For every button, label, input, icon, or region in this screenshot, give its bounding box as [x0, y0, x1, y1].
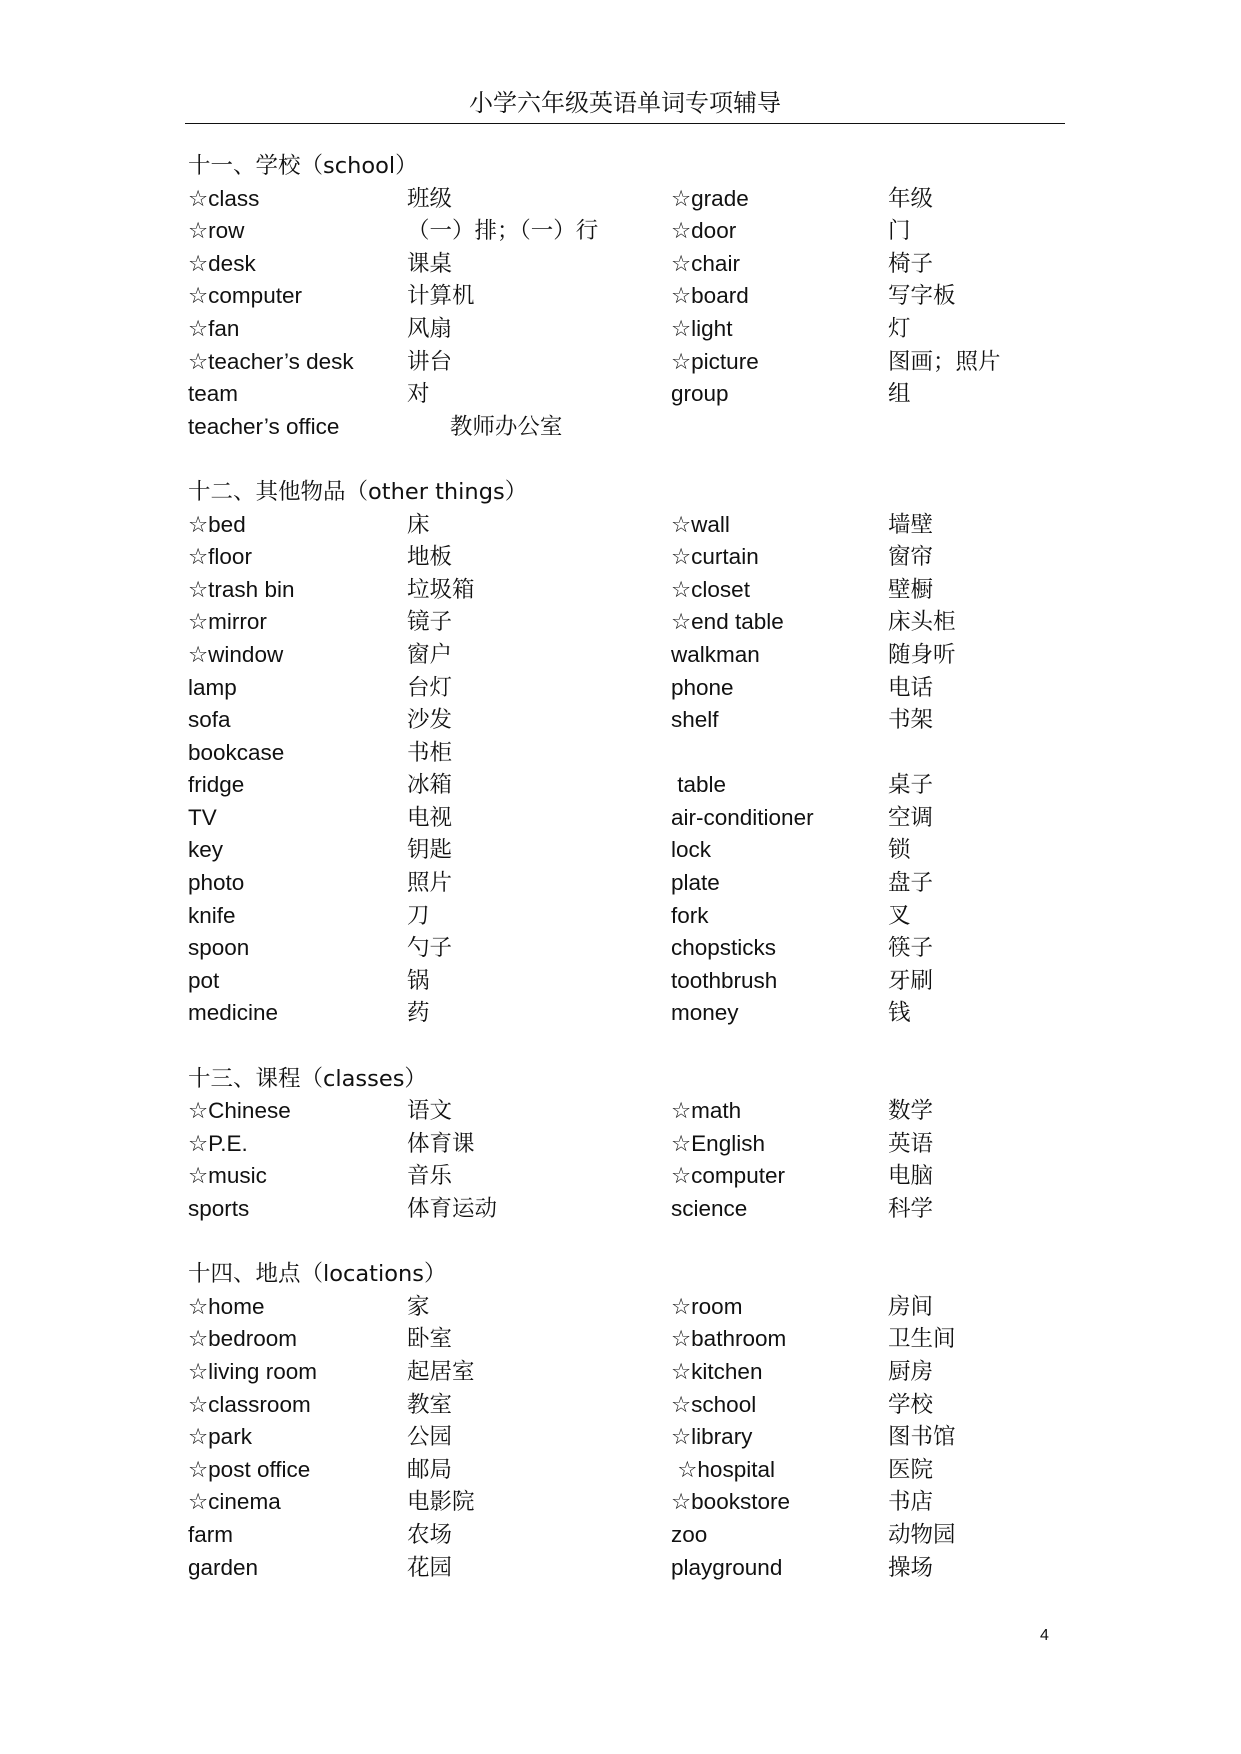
chinese-meaning: 学校 [888, 1391, 934, 1418]
vocab-row [188, 248, 1068, 281]
english-word: ☆desk [188, 250, 256, 276]
chinese-meaning: 电影院 [407, 1489, 475, 1516]
english-word: ☆park [188, 1424, 252, 1450]
vocab-row [188, 541, 1068, 574]
english-word: ☆end table [671, 609, 784, 635]
english-word: walkman [671, 641, 760, 667]
english-word: TV [188, 804, 217, 830]
chinese-meaning: 台灯 [407, 674, 453, 701]
english-word: ☆school [671, 1391, 757, 1417]
vocab-row [188, 509, 1068, 542]
chinese-meaning: 牙刷 [888, 967, 934, 994]
chinese-meaning: 体育课 [407, 1130, 475, 1157]
chinese-meaning: 壁橱 [888, 576, 934, 603]
chinese-meaning: 图画；照片 [888, 348, 1001, 375]
chinese-meaning: 桌子 [888, 772, 934, 799]
chinese-meaning: 书柜 [407, 739, 453, 766]
english-word: fridge [188, 772, 245, 798]
english-word: ☆bookstore [671, 1489, 790, 1515]
english-word: sofa [188, 707, 231, 733]
chinese-meaning: 垃圾箱 [407, 576, 475, 603]
english-word: sports [188, 1196, 250, 1221]
chinese-meaning: 讲台 [407, 348, 453, 375]
chinese-meaning: 年级 [888, 185, 934, 212]
vocab-row [188, 215, 1068, 248]
english-word: ☆bathroom [671, 1326, 787, 1352]
english-word: medicine [188, 1000, 279, 1026]
english-word: money [671, 1000, 739, 1026]
english-word: ☆chair [671, 250, 740, 276]
english-word: ☆bed [188, 511, 246, 537]
english-word: ☆library [671, 1424, 753, 1450]
chinese-meaning: 科学 [888, 1196, 934, 1222]
vocab-section [188, 1063, 1068, 1226]
section-title: 十一、学校（school） [188, 153, 418, 179]
chinese-meaning: 镜子 [407, 609, 453, 636]
english-word: ☆board [671, 283, 749, 309]
english-word: ☆hospital [671, 1456, 775, 1482]
english-word: farm [188, 1521, 233, 1547]
vocab-row [188, 802, 1068, 835]
chinese-meaning: 随身听 [888, 641, 956, 668]
chinese-meaning: 家 [407, 1293, 430, 1320]
english-word: teacher’s office [188, 413, 340, 439]
vocab-row [188, 1454, 1068, 1487]
chinese-meaning: 英语 [888, 1130, 934, 1157]
english-word: ☆mirror [188, 609, 267, 635]
english-word: ☆grade [671, 185, 749, 211]
header-rule [185, 123, 1065, 124]
english-word: knife [188, 902, 236, 928]
chinese-meaning: 灯 [888, 315, 911, 342]
chinese-meaning: 书店 [888, 1489, 934, 1516]
chinese-meaning: 锁 [888, 837, 911, 864]
chinese-meaning: 照片 [407, 870, 453, 897]
english-word: ☆math [671, 1098, 742, 1124]
chinese-meaning: 锅 [407, 967, 430, 994]
chinese-meaning: 卧室 [407, 1326, 453, 1353]
chinese-meaning: 图书馆 [888, 1424, 956, 1451]
english-word: ☆home [188, 1293, 265, 1319]
page-number: 4 [1040, 1627, 1049, 1644]
chinese-meaning: 组 [888, 381, 911, 408]
english-word: ☆row [188, 218, 245, 244]
chinese-meaning: 电视 [407, 804, 453, 831]
chinese-meaning: 语文 [407, 1098, 453, 1125]
english-word: ☆English [671, 1130, 765, 1156]
chinese-meaning: 沙发 [407, 707, 453, 734]
english-word: ☆wall [671, 511, 730, 537]
english-word: key [188, 837, 224, 863]
english-word: ☆picture [671, 348, 759, 374]
vocab-row [188, 1160, 1068, 1193]
chinese-meaning: 写字板 [888, 283, 956, 310]
english-word: team [188, 381, 239, 407]
vocab-row [188, 1519, 1068, 1552]
chinese-meaning: 教师办公室 [407, 413, 563, 440]
chinese-meaning: 医院 [888, 1456, 934, 1483]
english-word: ☆cinema [188, 1489, 281, 1515]
english-word: fork [671, 902, 709, 928]
vocab-row [188, 1291, 1068, 1324]
chinese-meaning: 药 [407, 1000, 430, 1027]
english-word: ☆room [671, 1293, 743, 1319]
english-word: lock [671, 837, 712, 863]
english-word: garden [188, 1554, 259, 1580]
chinese-meaning: 筷子 [888, 935, 934, 962]
vocab-row [188, 1356, 1068, 1389]
chinese-meaning: 计算机 [407, 283, 475, 310]
english-word: table [671, 772, 727, 798]
english-word: ☆closet [671, 576, 750, 602]
english-word: toothbrush [671, 967, 778, 993]
chinese-meaning: 班级 [407, 185, 453, 212]
vocab-row [188, 1421, 1068, 1454]
vocab-row [188, 378, 1068, 411]
vocab-row [188, 900, 1068, 933]
chinese-meaning: 对 [407, 381, 430, 408]
english-word: ☆trash bin [188, 576, 295, 602]
chinese-meaning: （一）排；（一）行 [407, 218, 599, 245]
english-word: ☆window [188, 641, 284, 667]
english-word: ☆floor [188, 544, 252, 570]
vocab-row [188, 769, 1068, 802]
chinese-meaning: 花园 [407, 1554, 453, 1581]
english-word: photo [188, 870, 245, 896]
chinese-meaning: 窗帘 [888, 544, 934, 571]
english-word: science [671, 1196, 748, 1221]
chinese-meaning: 床头柜 [888, 609, 956, 636]
vocab-row [188, 1128, 1068, 1161]
chinese-meaning: 床 [407, 511, 430, 538]
chinese-meaning: 房间 [888, 1293, 934, 1320]
english-word: bookcase [188, 739, 285, 765]
chinese-meaning: 椅子 [888, 250, 934, 277]
vocab-section [188, 476, 1068, 1030]
english-word: group [671, 381, 729, 407]
english-word: ☆music [188, 1163, 267, 1189]
vocab-row [188, 411, 1068, 444]
chinese-meaning: 盘子 [888, 870, 934, 897]
chinese-meaning: 冰箱 [407, 772, 453, 799]
vocab-row [188, 606, 1068, 639]
section-title: 十四、地点（locations） [188, 1261, 447, 1288]
chinese-meaning: 墙壁 [888, 511, 934, 538]
english-word: air-conditioner [671, 804, 814, 830]
chinese-meaning: 公园 [407, 1424, 453, 1451]
vocab-row [188, 1323, 1068, 1356]
english-word: ☆Chinese [188, 1098, 291, 1124]
chinese-meaning: 动物园 [888, 1521, 956, 1548]
chinese-meaning: 风扇 [407, 315, 453, 342]
vocab-row [188, 997, 1068, 1030]
vocab-section [188, 150, 1068, 443]
vocab-row [188, 867, 1068, 900]
english-word: ☆P.E. [188, 1130, 248, 1156]
vocab-row [188, 1552, 1068, 1585]
vocab-row [188, 965, 1068, 998]
english-word: ☆class [188, 185, 260, 211]
vocab-row [188, 1389, 1068, 1422]
vocab-row [188, 672, 1068, 705]
english-word: ☆kitchen [671, 1358, 763, 1384]
english-word: ☆door [671, 218, 737, 244]
english-word: ☆living room [188, 1358, 317, 1384]
vocab-row [188, 346, 1068, 379]
english-word: ☆bedroom [188, 1326, 297, 1352]
english-word: playground [671, 1554, 783, 1580]
english-word: phone [671, 674, 734, 700]
chinese-meaning: 书架 [888, 707, 934, 734]
chinese-meaning: 操场 [888, 1554, 934, 1581]
english-word: ☆curtain [671, 544, 759, 570]
chinese-meaning: 空调 [888, 804, 934, 831]
chinese-meaning: 电话 [888, 674, 934, 701]
chinese-meaning: 勺子 [407, 935, 453, 962]
english-word: ☆light [671, 315, 733, 341]
chinese-meaning: 厨房 [888, 1358, 934, 1385]
vocab-row [188, 737, 1068, 770]
chinese-meaning: 钥匙 [407, 837, 453, 864]
chinese-meaning: 卫生间 [888, 1326, 956, 1353]
vocab-row [188, 1193, 1068, 1226]
english-word: ☆computer [188, 283, 302, 309]
chinese-meaning: 刀 [407, 902, 430, 929]
english-word: ☆teacher’s desk [188, 348, 354, 374]
chinese-meaning: 起居室 [407, 1358, 475, 1385]
chinese-meaning: 体育运动 [407, 1196, 498, 1222]
english-word: pot [188, 967, 220, 993]
vocab-row [188, 1095, 1068, 1128]
chinese-meaning: 钱 [888, 1000, 911, 1027]
vocab-row [188, 639, 1068, 672]
english-word: lamp [188, 674, 237, 700]
chinese-meaning: 音乐 [407, 1163, 453, 1190]
chinese-meaning: 数学 [888, 1098, 934, 1125]
english-word: plate [671, 870, 720, 896]
vocab-section [188, 1258, 1068, 1584]
vocab-row [188, 704, 1068, 737]
vocabulary-list [188, 150, 1068, 1617]
english-word: ☆post office [188, 1456, 311, 1482]
vocab-row [188, 1486, 1068, 1519]
english-word: ☆classroom [188, 1391, 311, 1417]
chinese-meaning: 门 [888, 218, 911, 245]
english-word: zoo [671, 1521, 708, 1547]
section-title: 十三、课程（classes） [188, 1065, 427, 1092]
english-word: chopsticks [671, 935, 777, 961]
vocab-row [188, 183, 1068, 216]
page-header-title: 小学六年级英语单词专项辅导 [469, 89, 781, 117]
chinese-meaning: 电脑 [888, 1163, 934, 1190]
chinese-meaning: 课桌 [407, 250, 453, 277]
chinese-meaning: 窗户 [407, 641, 453, 668]
chinese-meaning: 教室 [407, 1391, 453, 1418]
chinese-meaning: 叉 [888, 902, 911, 929]
english-word: ☆computer [671, 1163, 785, 1189]
english-word: ☆fan [188, 315, 240, 341]
vocab-row [188, 313, 1068, 346]
chinese-meaning: 农场 [407, 1521, 453, 1548]
vocab-row [188, 932, 1068, 965]
chinese-meaning: 地板 [407, 544, 453, 571]
vocab-row [188, 834, 1068, 867]
english-word: spoon [188, 935, 250, 961]
chinese-meaning: 邮局 [407, 1456, 453, 1483]
vocab-row [188, 574, 1068, 607]
vocab-row [188, 280, 1068, 313]
section-title: 十二、其他物品（other things） [188, 478, 528, 505]
english-word: shelf [671, 707, 719, 733]
